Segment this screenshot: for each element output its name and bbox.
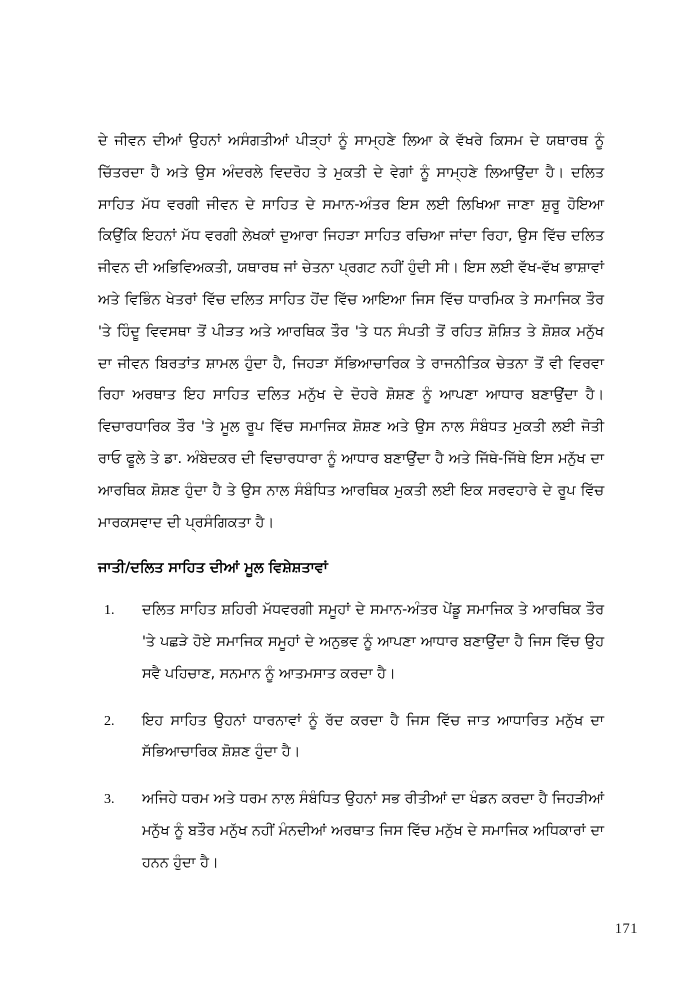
body-paragraph: ਦੇ ਜੀਵਨ ਦੀਆਂ ਉਹਨਾਂ ਅਸੰਗਤੀਆਂ ਪੀੜ੍ਹਾਂ ਨੂੰ ਸਾਮ੍ਹਣੇ ਲਿਆ ਕੇ ਵੱਖਰੇ ਕਿਸਮ ਦੇ ਯਥਾਰਥ ਨੂੰ ਚਿੱਤਰਦਾ ਹੈ ਅਤੇ ਉਸ ਅੰਦਰਲੇ ਵਿਦਰੋਹ ਤੇ ਮੁਕਤੀ ਦੇ ਵੇਗਾਂ ਨੂੰ ਸਾਮ੍ਹਣੇ ਲਿਆਉਂਦਾ ਹੈ। ਦਲਿਤ ਸਾਹਿਤ ਮੱਧ ਵਰਗੀ ਜੀਵਨ ਦੇ ਸਾਹਿਤ ਦੇ ਸਮਾਨ-ਅੰਤਰ ਇਸ ਲਈ ਲਿਖਿਆ ਜਾਣਾ ਸ਼ੁਰੂ ਹੋਇਆ ਕਿਉਂਕਿ ਇਹਨਾਂ ਮੱਧ ਵਰਗੀ ਲੇਖਕਾਂ ਦੁਆਰਾ ਜਿਹੜਾ ਸਾਹਿਤ ਰਚਿਆ ਜਾਂਦਾ ਰਿਹਾ, ਉਸ ਵਿੱਚ ਦਲਿਤ ਜੀਵਨ ਦੀ ਅਭਿਵਿਅਕਤੀ, ਯਥਾਰਥ ਜਾਂ ਚੇਤਨਾ ਪ੍ਰਗਟ ਨਹੀਂ ਹੁੰਦੀ ਸੀ। ਇਸ ਲਈ ਵੱਖ-ਵੱਖ ਭਾਸ਼ਾਵਾਂ ਅਤੇ ਵਿਭਿੰਨ ਖੇਤਰਾਂ ਵਿੱਚ ਦਲਿਤ ਸਾਹਿਤ ਹੋਂਦ ਵਿੱਚ ਆਇਆ ਜਿਸ ਵਿੱਚ ਧਾਰਮਿਕ ਤੇ ਸਮਾਜਿਕ ਤੌਰ 'ਤੇ ਹਿੰਦੂ ਵਿਵਸਥਾ ਤੋਂ ਪੀੜਤ ਅਤੇ ਆਰਥਿਕ ਤੌਰ 'ਤੇ ਧਨ ਸੰਪਤੀ ਤੋਂ ਰਹਿਤ ਸ਼ੋਸ਼ਿਤ ਤੇ ਸ਼ੋਸ਼ਕ ਮਨੁੱਖ ਦਾ ਜੀਵਨ ਬਿਰਤਾਂਤ ਸ਼ਾਮਲ ਹੁੰਦਾ ਹੈ, ਜਿਹੜਾ ਸੱਭਿਆਚਾਰਿਕ ਤੇ ਰਾਜਨੀਤਿਕ ਚੇਤਨਾ ਤੋਂ ਵੀ ਵਿਰਵਾ ਰਿਹਾ ਅਰਥਾਤ ਇਹ ਸਾਹਿਤ ਦਲਿਤ ਮਨੁੱਖ ਦੇ ਦੋਹਰੇ ਸ਼ੋਸ਼ਣ ਨੂੰ ਆਪਣਾ ਆਧਾਰ ਬਣਾਉਂਦਾ ਹੈ। ਵਿਚਾਰਧਾਰਿਕ ਤੌਰ 'ਤੇ ਮੂਲ ਰੂਪ ਵਿੱਚ ਸਮਾਜਿਕ ਸ਼ੋਸ਼ਣ ਅਤੇ ਉਸ ਨਾਲ ਸੰਬੰਧਤ ਮੁਕਤੀ ਲਈ ਜੋਤੀ ਰਾਓ ਫੂਲੇ ਤੇ ਡਾ. ਅੰਬੇਦਕਰ ਦੀ ਵਿਚਾਰਧਾਰਾ ਨੂੰ ਆਧਾਰ ਬਣਾਉਂਦਾ ਹੈ ਅਤੇ ਜਿੱਥੇ-ਜਿੱਥੇ ਇਸ ਮਨੁੱਖ ਦਾ ਆਰਥਿਕ ਸ਼ੋਸ਼ਣ ਹੁੰਦਾ ਹੈ ਤੇ ਉਸ ਨਾਲ ਸੰਬੰਧਿਤ ਆਰਥਿਕ ਮੁਕਤੀ ਲਈ ਇਕ ਸਰਵਹਾਰੇ ਦੇ ਰੂਪ ਵਿੱਚ ਮਾਰਕਸਵਾਦ ਦੀ ਪ੍ਰਸੰਗਿਕਤਾ ਹੈ।	[98, 133, 604, 531]
section-heading: ਜਾਤੀ/ਦਲਿਤ ਸਾਹਿਤ ਦੀਆਂ ਮੂਲ ਵਿਸ਼ੇਸ਼ਤਾਵਾਂ	[98, 560, 328, 577]
list-item-text: ਅਜਿਹੇ ਧਰਮ ਅਤੇ ਧਰਮ ਨਾਲ ਸੰਬੰਧਿਤ ਉਹਨਾਂ ਸਭ ਰੀਤੀਆਂ ਦਾ ਖੰਡਨ ਕਰਦਾ ਹੈ ਜਿਹੜੀਆਂ ਮਨੁੱਖ ਨੂੰ ਬਤੌਰ ਮਨੁੱਖ ਨਹੀਂ ਮੰਨਦੀਆਂ ਅਰਥਾਤ ਜਿਸ ਵਿੱਚ ਮਨੁੱਖ ਦੇ ਸਮਾਜਿਕ ਅਧਿਕਾਰਾਂ ਦਾ ਹਨਨ ਹੁੰਦਾ ਹੈ।	[142, 791, 604, 871]
list-item-text: ਇਹ ਸਾਹਿਤ ਉਹਨਾਂ ਧਾਰਨਾਵਾਂ ਨੂੰ ਰੱਦ ਕਰਦਾ ਹੈ ਜਿਸ ਵਿੱਚ ਜਾਤ ਆਧਾਰਿਤ ਮਨੁੱਖ ਦਾ ਸੱਭਿਆਚਾਰਿਕ ਸ਼ੋਸ਼ਣ ਹੁੰਦਾ ਹੈ।	[142, 712, 604, 761]
page-content	[98, 126, 604, 880]
list-item-marker: 2.	[104, 713, 115, 729]
list-item-marker: 3.	[104, 792, 115, 808]
page-number: 171	[614, 921, 638, 937]
list-item	[98, 784, 604, 879]
list-item-marker: 1.	[104, 603, 115, 619]
list-item-text: ਦਲਿਤ ਸਾਹਿਤ ਸ਼ਹਿਰੀ ਮੱਧਵਰਗੀ ਸਮੂਹਾਂ ਦੇ ਸਮਾਨ-ਅੰਤਰ ਪੇਂਡੂ ਸਮਾਜਿਕ ਤੇ ਆਰਥਿਕ ਤੌਰ 'ਤੇ ਪਛੜੇ ਹੋਏ ਸਮਾਜਿਕ ਸਮੂਹਾਂ ਦੇ ਅਨੁਭਵ ਨੂੰ ਆਪਣਾ ਆਧਾਰ ਬਣਾਉਂਦਾ ਹੈ ਜਿਸ ਵਿੱਚ ਉਹ ਸਵੈ ਪਹਿਚਾਣ, ਸਨਮਾਨ ਨੂੰ ਆਤਮਸਾਤ ਕਰਦਾ ਹੈ।	[142, 602, 604, 682]
list-item	[98, 706, 604, 770]
features-list	[98, 595, 604, 879]
list-item	[98, 595, 604, 690]
